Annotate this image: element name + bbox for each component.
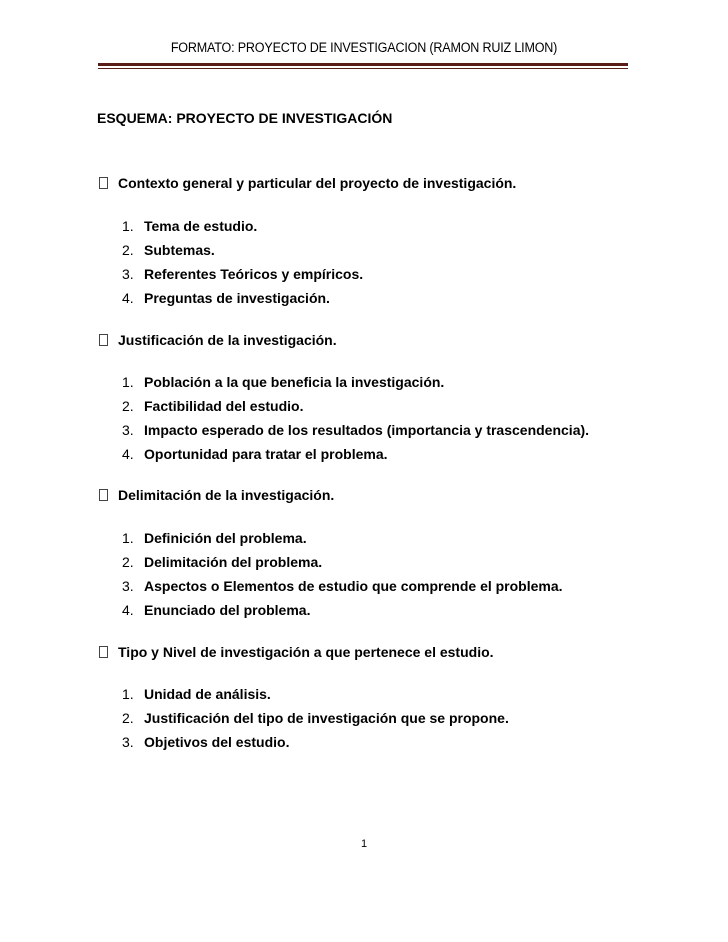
section-heading-text: Tipo y Nivel de investigación a que pertenece el estudio. xyxy=(118,644,494,660)
list-text: Delimitación del problema. xyxy=(144,554,323,570)
list-item xyxy=(122,602,310,618)
list-item xyxy=(122,218,257,234)
page-header-title: FORMATO: PROYECTO DE INVESTIGACION (RAMON RUIZ LIMON) xyxy=(170,40,558,55)
list-item xyxy=(122,398,303,414)
list-item xyxy=(122,266,363,282)
list-number: 3. xyxy=(122,266,134,282)
list-item xyxy=(122,374,444,390)
list-number: 1. xyxy=(122,686,134,702)
header-rule-thick xyxy=(98,63,628,66)
list-number: 1. xyxy=(122,530,134,546)
section-heading-text: Justificación de la investigación. xyxy=(118,332,337,348)
list-item xyxy=(122,710,509,726)
page-number: 1 xyxy=(360,838,368,850)
section-heading xyxy=(99,332,337,348)
bullet-box-icon xyxy=(99,334,108,346)
list-text: Tema de estudio. xyxy=(144,218,258,234)
section-heading xyxy=(99,175,516,191)
header-rule-thin xyxy=(98,68,628,69)
list-number: 4. xyxy=(122,446,134,462)
list-text: Preguntas de investigación. xyxy=(144,290,330,306)
list-item xyxy=(122,554,322,570)
list-text: Factibilidad del estudio. xyxy=(144,398,304,414)
list-item xyxy=(122,446,388,462)
list-number: 3. xyxy=(122,734,134,750)
list-item xyxy=(122,290,330,306)
list-item xyxy=(122,242,215,258)
bullet-box-icon xyxy=(99,177,108,189)
list-text: Enunciado del problema. xyxy=(144,602,311,618)
bullet-box-icon xyxy=(99,489,108,501)
list-item xyxy=(122,530,307,546)
section-heading xyxy=(99,487,334,503)
list-text: Definición del problema. xyxy=(144,530,307,546)
list-number: 4. xyxy=(122,602,134,618)
bullet-box-icon xyxy=(99,646,108,658)
list-number: 2. xyxy=(122,398,134,414)
section-heading-text: Delimitación de la investigación. xyxy=(118,487,335,503)
section-heading-text: Contexto general y particular del proyecto de investigación. xyxy=(118,175,517,191)
list-item xyxy=(122,686,271,702)
list-item xyxy=(122,734,289,750)
list-text: Subtemas. xyxy=(144,242,215,258)
list-number: 3. xyxy=(122,578,134,594)
list-number: 2. xyxy=(122,710,134,726)
list-number: 3. xyxy=(122,422,134,438)
list-text: Población a la que beneficia la investigación. xyxy=(144,374,445,390)
list-text: Impacto esperado de los resultados (importancia y trascendencia). xyxy=(144,422,590,438)
list-number: 4. xyxy=(122,290,134,306)
list-text: Oportunidad para tratar el problema. xyxy=(144,446,388,462)
list-text: Justificación del tipo de investigación que se propone. xyxy=(144,710,509,726)
list-text: Referentes Teóricos y empíricos. xyxy=(144,266,364,282)
list-number: 1. xyxy=(122,218,134,234)
list-text: Aspectos o Elementos de estudio que comprende el problema. xyxy=(144,578,563,594)
document-title: ESQUEMA: PROYECTO DE INVESTIGACIÓN xyxy=(97,110,393,126)
list-item xyxy=(122,578,563,594)
list-number: 2. xyxy=(122,554,134,570)
list-number: 2. xyxy=(122,242,134,258)
list-text: Objetivos del estudio. xyxy=(144,734,290,750)
list-text: Unidad de análisis. xyxy=(144,686,271,702)
section-heading xyxy=(99,644,494,660)
list-item xyxy=(122,422,589,438)
list-number: 1. xyxy=(122,374,134,390)
